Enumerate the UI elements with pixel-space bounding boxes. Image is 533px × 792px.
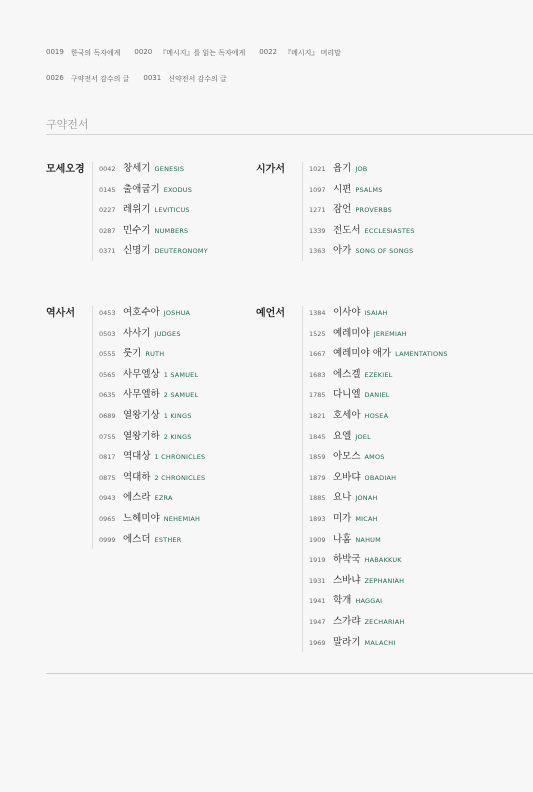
book-title-english: NEHEMIAH <box>163 514 201 523</box>
group-title: 시가서 <box>256 164 285 175</box>
book-title-english: MALACHI <box>364 638 396 647</box>
book-entry[interactable] <box>309 592 448 613</box>
page-number: 0042 <box>99 165 116 173</box>
book-title-english: ZEPHANIAH <box>364 576 405 585</box>
page-number: 1931 <box>309 576 326 585</box>
book-entry[interactable] <box>99 345 205 366</box>
book-title-korean: 예레미야 <box>333 327 370 339</box>
book-entry[interactable] <box>99 325 205 346</box>
book-title-korean: 느헤미야 <box>123 512 160 524</box>
book-title-english: PSALMS <box>355 185 383 194</box>
book-title-korean: 레위기 <box>123 204 151 216</box>
book-title-korean: 사사기 <box>123 327 151 339</box>
page-number: 0026 <box>46 74 64 82</box>
book-title-english: LEVITICUS <box>154 206 190 215</box>
book-entry[interactable] <box>99 407 205 428</box>
book-title-english: SONG OF SONGS <box>355 247 414 256</box>
page-number: 1683 <box>309 370 326 379</box>
book-title-korean: 스바냐 <box>333 574 361 586</box>
book-entry[interactable] <box>309 160 415 181</box>
book-title-korean: 말라기 <box>333 636 361 648</box>
page-number: 1941 <box>309 597 326 606</box>
book-title-english: HABAKKUK <box>364 556 402 565</box>
book-title-korean: 사무엘하 <box>123 389 160 401</box>
page-number: 0817 <box>99 453 116 462</box>
book-title-korean: 역대하 <box>123 471 151 483</box>
book-entry[interactable] <box>309 469 448 490</box>
page-number: 0689 <box>99 411 116 420</box>
page-number: 0022 <box>259 48 278 56</box>
book-entry[interactable] <box>99 386 205 407</box>
book-entry[interactable] <box>99 160 208 181</box>
book-entry[interactable] <box>309 634 448 655</box>
book-title-korean: 아가 <box>333 245 352 257</box>
book-entry[interactable] <box>309 407 448 428</box>
book-title-korean: 역대상 <box>123 451 151 463</box>
page-number: 0145 <box>99 185 116 194</box>
page-number: 1859 <box>309 453 326 462</box>
page-number: 1947 <box>309 617 326 626</box>
book-title-english: 1 KINGS <box>163 411 192 420</box>
page-number: 0565 <box>99 370 116 379</box>
book-title-korean: 미가 <box>333 512 352 524</box>
page-number: 1879 <box>309 473 326 482</box>
entry-title: 『메시지』를 읽는 독자에게 <box>159 49 246 57</box>
book-entry[interactable] <box>99 448 205 469</box>
book-entry[interactable] <box>309 510 448 531</box>
book-title-english: JOEL <box>355 432 371 441</box>
book-title-korean: 이사야 <box>333 307 361 318</box>
group-divider <box>302 306 303 652</box>
book-title-korean: 잠언 <box>333 204 352 216</box>
page-number: 1384 <box>309 309 326 317</box>
book-entry[interactable] <box>309 304 448 325</box>
bottom-divider <box>46 673 533 674</box>
book-entry[interactable] <box>99 489 205 510</box>
page-number: 0371 <box>99 247 116 256</box>
page-number: 0453 <box>99 309 116 317</box>
page-number: 0943 <box>99 494 116 503</box>
page-number: 0875 <box>99 473 116 482</box>
book-entry[interactable] <box>99 201 208 222</box>
book-title-korean: 열왕기하 <box>123 430 160 442</box>
book-title-korean: 여호수아 <box>123 307 160 318</box>
book-entry[interactable] <box>309 222 415 243</box>
book-entry[interactable] <box>309 551 448 572</box>
book-title-english: JEREMIAH <box>373 329 407 338</box>
book-title-english: DEUTERONOMY <box>154 247 208 256</box>
book-title-english: 2 SAMUEL <box>163 391 199 400</box>
page-number: 0503 <box>99 329 116 338</box>
page-number: 1909 <box>309 535 326 544</box>
book-title-english: JOB <box>355 165 368 173</box>
front-matter <box>46 40 355 92</box>
page-number: 1097 <box>309 185 326 194</box>
group-title: 역사서 <box>46 308 75 319</box>
book-title-english: LAMENTATIONS <box>395 350 448 359</box>
section-divider <box>46 134 533 135</box>
page-number: 0287 <box>99 226 116 235</box>
book-title-english: 2 CHRONICLES <box>154 473 206 482</box>
front-matter-row <box>46 40 355 66</box>
book-entry[interactable] <box>99 428 205 449</box>
group-divider <box>302 162 303 261</box>
book-title-korean: 에스라 <box>123 492 151 504</box>
page-number: 0227 <box>99 206 116 215</box>
book-title-korean: 요나 <box>333 492 352 504</box>
page-number: 1821 <box>309 411 326 420</box>
book-title-english: 2 KINGS <box>163 432 192 441</box>
entry-title: 한국의 독자에게 <box>70 49 121 57</box>
book-title-korean: 에스겔 <box>333 368 361 380</box>
page-number: 0019 <box>46 48 64 56</box>
page-number: 0020 <box>134 48 153 56</box>
page-number: 1339 <box>309 226 326 235</box>
book-entry[interactable] <box>99 469 205 490</box>
page-number: 1271 <box>309 206 326 215</box>
book-entry[interactable] <box>99 510 205 531</box>
page-number: 1885 <box>309 494 326 503</box>
book-title-english: JOSHUA <box>163 309 191 317</box>
book-title-korean: 민수기 <box>123 224 151 236</box>
book-list <box>99 160 208 263</box>
book-list <box>309 304 448 654</box>
entry-title: 『메시지』 머리말 <box>284 49 341 57</box>
section-title: 구약전서 <box>46 118 89 131</box>
book-title-korean: 출애굽기 <box>123 183 160 195</box>
book-title-english: DANIEL <box>364 391 390 400</box>
book-title-english: JUDGES <box>154 329 181 338</box>
book-entry[interactable] <box>99 181 208 202</box>
book-title-korean: 호세아 <box>333 409 361 421</box>
page-number: 0635 <box>99 391 116 400</box>
book-title-korean: 신명기 <box>123 245 151 257</box>
book-title-korean: 사무엘상 <box>123 368 160 380</box>
book-entry[interactable] <box>309 242 415 263</box>
book-title-korean: 나훔 <box>333 533 352 545</box>
book-title-korean: 창세기 <box>123 163 151 174</box>
page-number: 0031 <box>143 74 162 82</box>
page-number: 0965 <box>99 514 116 523</box>
page-number: 0755 <box>99 432 116 441</box>
group-divider <box>92 162 93 261</box>
book-title-korean: 다니엘 <box>333 389 361 401</box>
page-number: 0999 <box>99 535 116 544</box>
book-entry[interactable] <box>99 366 205 387</box>
book-entry[interactable] <box>309 366 448 387</box>
book-title-korean: 학개 <box>333 595 352 607</box>
group-divider <box>92 306 93 549</box>
book-entry[interactable] <box>99 304 205 325</box>
book-title-english: EZRA <box>154 494 173 503</box>
book-title-korean: 스가랴 <box>333 615 361 627</box>
page-number: 1919 <box>309 556 326 565</box>
book-entry[interactable] <box>309 345 448 366</box>
book-title-korean: 에스더 <box>123 533 151 545</box>
group-title: 예언서 <box>256 308 285 319</box>
front-matter-item[interactable] <box>259 48 341 58</box>
book-title-english: ZECHARIAH <box>364 617 405 626</box>
book-title-english: ISAIAH <box>364 309 388 317</box>
book-title-english: NAHUM <box>355 535 381 544</box>
page-number: 1363 <box>309 247 326 256</box>
book-title-english: GENESIS <box>154 165 185 173</box>
group-title: 모세오경 <box>46 164 85 175</box>
book-entry[interactable] <box>309 428 448 449</box>
book-entry[interactable] <box>309 572 448 593</box>
book-entry[interactable] <box>309 181 415 202</box>
book-title-english: PROVERBS <box>355 206 392 215</box>
book-title-english: 1 CHRONICLES <box>154 453 206 462</box>
book-title-english: RUTH <box>145 350 165 359</box>
front-matter-item[interactable] <box>134 48 245 58</box>
book-entry[interactable] <box>309 489 448 510</box>
page-number: 1893 <box>309 514 326 523</box>
front-matter-row <box>46 66 355 92</box>
book-title-korean: 열왕기상 <box>123 409 160 421</box>
book-title-korean: 시편 <box>333 183 352 195</box>
entry-title: 신약전서 감수의 글 <box>168 75 227 83</box>
book-entry[interactable] <box>309 386 448 407</box>
book-title-korean: 욥기 <box>333 163 352 174</box>
book-title-korean: 전도서 <box>333 224 361 236</box>
book-title-korean: 아모스 <box>333 451 361 463</box>
book-title-english: EXODUS <box>163 185 193 194</box>
book-entry[interactable] <box>99 242 208 263</box>
page-number: 0555 <box>99 350 116 359</box>
book-title-english: AMOS <box>364 453 385 462</box>
book-title-english: ECCLESIASTES <box>364 226 415 235</box>
book-title-english: EZEKIEL <box>364 370 393 379</box>
book-entry[interactable] <box>99 531 205 552</box>
front-matter-item[interactable] <box>143 74 226 84</box>
page-number: 1021 <box>309 165 326 173</box>
book-list <box>99 304 205 551</box>
book-title-english: OBADIAH <box>364 473 397 482</box>
front-matter-item[interactable] <box>46 48 120 58</box>
book-entry[interactable] <box>309 448 448 469</box>
book-title-english: NUMBERS <box>154 226 189 235</box>
book-list <box>309 160 415 263</box>
book-title-korean: 요엘 <box>333 430 352 442</box>
book-title-english: ESTHER <box>154 535 182 544</box>
page-number: 1525 <box>309 329 326 338</box>
book-entry[interactable] <box>99 222 208 243</box>
book-entry[interactable] <box>309 325 448 346</box>
book-title-english: HAGGAI <box>355 597 383 606</box>
entry-title: 구약전서 감수의 글 <box>70 75 130 83</box>
front-matter-item[interactable] <box>46 74 129 84</box>
book-title-korean: 룻기 <box>123 348 142 360</box>
book-title-korean: 오바댜 <box>333 471 361 483</box>
book-entry[interactable] <box>309 531 448 552</box>
page-number: 1785 <box>309 391 326 400</box>
book-title-korean: 예레미야 애가 <box>333 348 392 360</box>
page-number: 1667 <box>309 350 326 359</box>
book-title-english: MICAH <box>355 514 378 523</box>
book-entry[interactable] <box>309 613 448 634</box>
book-title-english: 1 SAMUEL <box>163 370 199 379</box>
book-title-english: HOSEA <box>364 411 389 420</box>
book-entry[interactable] <box>309 201 415 222</box>
book-title-english: JONAH <box>355 494 378 503</box>
page-number: 1845 <box>309 432 326 441</box>
book-title-korean: 하박국 <box>333 554 361 566</box>
page-number: 1969 <box>309 638 326 647</box>
